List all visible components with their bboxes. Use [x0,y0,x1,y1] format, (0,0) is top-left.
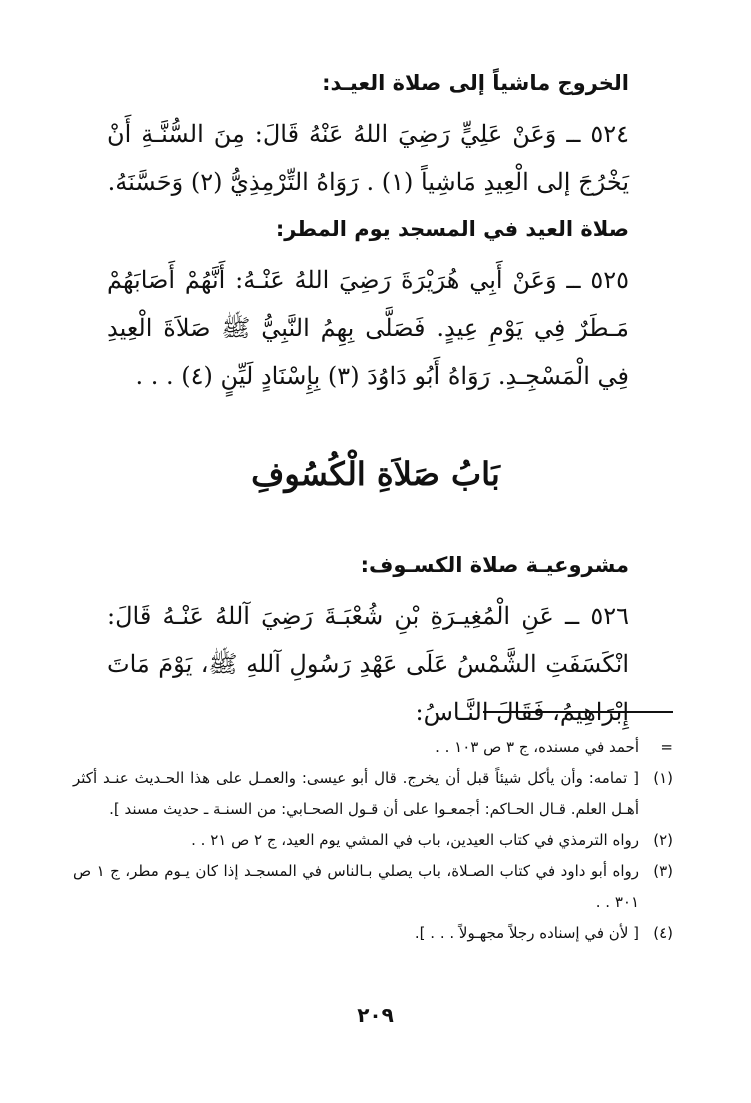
footnote-text: رواه الترمذي في كتاب العيدين، باب في المشي يوم العيد، ج ٢ ص ٢١ . . [191,831,639,849]
footnote-continued [73,732,673,763]
page-number: ٢٠٩ [357,1003,394,1027]
footnote-2 [73,825,673,856]
footnote-mark: = [660,738,673,756]
footnote-separator [483,711,673,713]
footnote-mark: (٣) [653,862,673,880]
section-heading-walking-to-eid: الخروج ماشياً إلى صلاة العيـد: [322,71,629,95]
footnote-text: [ لأن في إسناده رجلاً مجهـولاً . . . ]. [414,924,639,942]
hadith-525: ٥٢٥ ــ وَعَنْ أَبِي هُرَيْرَةَ رَضِيَ اللهُ عَنْـهُ: أَنَّهُمْ أَصَابَهُمْ مَـطَرٌ فِي يَوْمِ عِيدٍ. فَصَلَّى بِهِمُ النَّبِيُّ ﷺ صَلاَةَ الْعِيدِ فِي الْمَسْجِـدِ. رَوَاهُ أَبُو دَاوُدَ (٣) بِإِسْنَادٍ لَيِّنٍ (٤) . . . [107,266,629,390]
footnote-mark: (٤) [653,924,673,942]
footnotes [73,732,673,949]
hadith-526: ٥٢٦ ــ عَنِ الْمُغِيـرَةِ بْنِ شُعْبَـةَ رَضِيَ آللهُ عَنْـهُ قَالَ: انْكَسَفَتِ الشَّمْسُ عَلَى عَهْدِ رَسُولِ آللهِ ﷺ، يَوْمَ مَاتَ إِبْرَاهِيمُ، فَقَالَ النَّـاسُ: [107,602,629,726]
footnote-text: [ تمامه: وأن يأكل شيئاً قبل أن يخرج. قال أبو عيسى: والعمـل على هذا الحـديث عنـد أكثر أهـل العلم. قـال الحـاكم: أجمعـوا على أن قـول الصحـابي: من السنـة ـ حديث مسند ]. [73,769,639,818]
chapter-title: بَابُ صَلاَةِ الْكُسُوفِ [251,455,500,493]
section-heading-eclipse-prayer: مشروعيـة صلاة الكسـوف: [360,553,629,577]
footnote-text: أحمد في مسنده، ج ٣ ص ١٠٣ . . [435,738,639,756]
footnote-mark: (١) [653,769,673,787]
footnote-mark: (٢) [653,831,673,849]
section-heading-eid-in-mosque: صلاة العيد في المسجد يوم المطر: [275,217,629,241]
footnote-1 [73,763,673,825]
hadith-524: ٥٢٤ ــ وَعَنْ عَلِيٍّ رَضِيَ اللهُ عَنْهُ قَالَ: مِنَ السُّنَّـةِ أَنْ يَخْرُجَ إلى الْعِيدِ مَاشِياً (١) . رَوَاهُ التِّرْمِذِيُّ (٢) وَحَسَّنَهُ. [107,120,629,196]
footnote-3 [73,856,673,918]
footnote-text: رواه أبو داود في كتاب الصـلاة، باب يصلي بـالناس في المسجـد إذا كان يـوم مطر، ج ١ ص ٣٠١ . . [73,862,639,911]
footnote-4 [73,918,673,949]
